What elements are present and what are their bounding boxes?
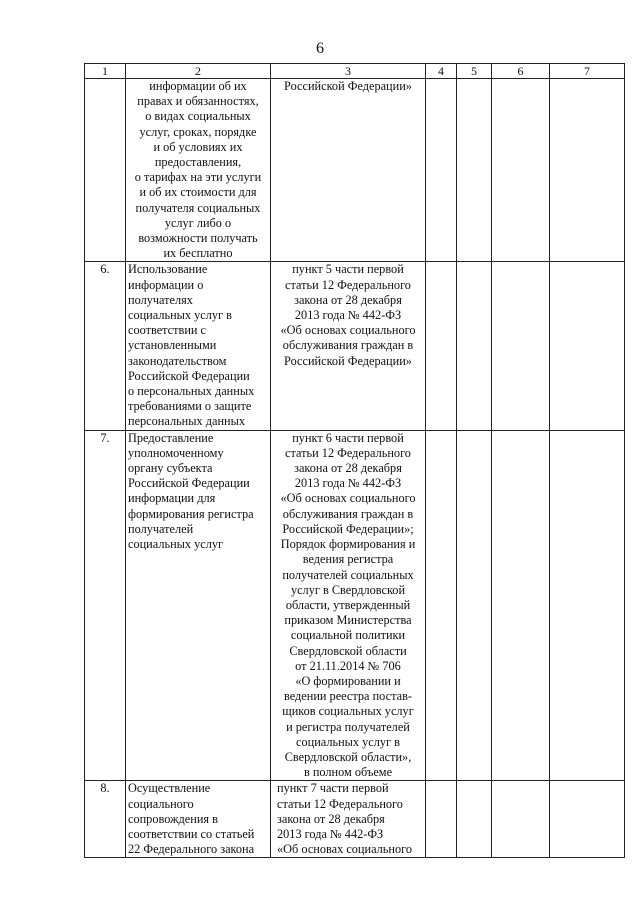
cell-text-line: установленными bbox=[128, 338, 217, 353]
cell-text-line: ведения регистра bbox=[302, 552, 394, 567]
table-row bbox=[85, 262, 625, 430]
cell-text-line: «Об основах социального bbox=[280, 323, 416, 338]
cell-text-line: и об их стоимости для bbox=[139, 185, 257, 200]
page-number: 6 bbox=[316, 40, 324, 57]
cell-text-line: информации о bbox=[128, 277, 204, 292]
cell-text-line: социальной политики bbox=[290, 628, 406, 643]
cell-text-line: социальных услуг в bbox=[128, 308, 232, 323]
cell-text-line: возможности получать bbox=[138, 231, 258, 246]
cell-text-line: персональных данных bbox=[128, 414, 246, 429]
empty-cell bbox=[550, 79, 625, 262]
cell-text-line: и регистра получателей bbox=[286, 719, 410, 734]
cell-text-line: статьи 12 Федерального bbox=[277, 796, 403, 811]
service-description bbox=[126, 262, 271, 430]
column-header-7: 7 bbox=[550, 64, 625, 79]
cell-text-line: ведении реестра постав- bbox=[284, 689, 412, 704]
cell-text-line: социальных услуг bbox=[128, 537, 224, 552]
cell-text-line: «Об основах социального bbox=[280, 491, 416, 506]
cell-text-line: органу субъекта bbox=[128, 461, 213, 476]
service-description bbox=[126, 79, 271, 262]
column-header-3: 3 bbox=[271, 64, 426, 79]
cell-text-line: получателей bbox=[128, 521, 194, 536]
legal-basis bbox=[271, 262, 426, 430]
cell-text-line: услуг либо о bbox=[164, 215, 232, 230]
legal-basis bbox=[271, 79, 426, 262]
cell-text-line: услуг в Свердловской bbox=[290, 582, 406, 597]
cell-text-line: Порядок формирования и bbox=[280, 537, 416, 552]
cell-text-line: Российской Федерации» bbox=[284, 79, 412, 93]
cell-text-line: Российской Федерации» bbox=[284, 353, 412, 368]
empty-cell bbox=[492, 262, 550, 430]
row-number: 8. bbox=[85, 781, 126, 858]
empty-cell bbox=[550, 262, 625, 430]
cell-text-line: предоставления, bbox=[154, 155, 242, 170]
cell-text-line: обслуживания граждан в bbox=[282, 338, 414, 353]
cell-text-line: обслуживания граждан в bbox=[282, 506, 414, 521]
cell-text-line: информации об их bbox=[149, 79, 247, 93]
table-row bbox=[85, 430, 625, 781]
row-number: 7. bbox=[85, 430, 126, 781]
service-description bbox=[126, 781, 271, 858]
cell-text-line: 2013 года № 442-ФЗ bbox=[294, 308, 402, 323]
cell-text-line: получателях bbox=[128, 292, 193, 307]
table-row bbox=[85, 79, 625, 262]
cell-text-line: соответствии со статьей bbox=[128, 826, 255, 841]
cell-text-line: 2013 года № 442-ФЗ bbox=[294, 476, 402, 491]
cell-text-line: закона от 28 декабря bbox=[277, 811, 385, 826]
empty-cell bbox=[426, 430, 457, 781]
cell-text-line: Предоставление bbox=[128, 430, 214, 445]
column-header-2: 2 bbox=[126, 64, 271, 79]
cell-text-line: требованиями о защите bbox=[128, 399, 252, 414]
empty-cell bbox=[492, 430, 550, 781]
cell-text-line: услуг, сроках, порядке bbox=[139, 124, 257, 139]
row-number bbox=[85, 79, 126, 262]
cell-text-line: информации для bbox=[128, 491, 216, 506]
cell-text-line: статьи 12 Федерального bbox=[285, 277, 411, 292]
cell-text-line: о видах социальных bbox=[145, 109, 251, 124]
empty-cell bbox=[457, 79, 492, 262]
legal-basis bbox=[271, 430, 426, 781]
service-description bbox=[126, 430, 271, 781]
empty-cell bbox=[457, 781, 492, 858]
cell-text-line: сопровождения в bbox=[128, 811, 218, 826]
cell-text-line: получателей социальных bbox=[282, 567, 414, 582]
cell-text-line: Свердловской области», bbox=[284, 749, 412, 764]
column-header-4: 4 bbox=[426, 64, 457, 79]
empty-cell bbox=[457, 262, 492, 430]
table-row bbox=[85, 781, 625, 858]
cell-text-line: статьи 12 Федерального bbox=[285, 445, 411, 460]
empty-cell bbox=[426, 262, 457, 430]
cell-text-line: и об условиях их bbox=[153, 139, 243, 154]
cell-text-line: пункт 6 части первой bbox=[292, 430, 404, 445]
cell-text-line: Российской Федерации bbox=[128, 476, 250, 491]
cell-text-line: их бесплатно bbox=[163, 246, 233, 261]
cell-text-line: соответствии с bbox=[128, 323, 207, 338]
cell-text-line: социального bbox=[128, 796, 194, 811]
cell-text-line: закона от 28 декабря bbox=[294, 292, 402, 307]
cell-text-line: Российской Федерации bbox=[128, 368, 250, 383]
empty-cell bbox=[457, 430, 492, 781]
cell-text-line: пункт 5 части первой bbox=[292, 262, 404, 277]
empty-cell bbox=[550, 430, 625, 781]
cell-text-line: получателя социальных bbox=[135, 200, 261, 215]
cell-text-line: формирования регистра bbox=[128, 506, 254, 521]
cell-text-line: 22 Федерального закона bbox=[128, 842, 255, 857]
empty-cell bbox=[426, 781, 457, 858]
cell-text-line: 2013 года № 442-ФЗ bbox=[277, 826, 384, 841]
cell-text-line: правах и обязанностях, bbox=[137, 94, 259, 109]
cell-text-line: пункт 7 части первой bbox=[277, 781, 389, 796]
table-header-row bbox=[85, 64, 625, 79]
cell-text-line: уполномоченному bbox=[128, 445, 224, 460]
cell-text-line: области, утвержденный bbox=[285, 597, 411, 612]
cell-text-line: социальных услуг в bbox=[296, 734, 400, 749]
cell-text-line: Осуществление bbox=[128, 781, 211, 796]
column-header-1: 1 bbox=[85, 64, 126, 79]
legal-basis bbox=[271, 781, 426, 858]
cell-text-line: приказом Министерства bbox=[284, 613, 412, 628]
cell-text-line: Свердловской области bbox=[289, 643, 407, 658]
cell-text-line: Использование bbox=[128, 262, 208, 277]
cell-text-line: «О формировании и bbox=[295, 673, 401, 688]
cell-text-line: «Об основах социального bbox=[277, 842, 413, 857]
row-number: 6. bbox=[85, 262, 126, 430]
cell-text-line: о тарифах на эти услуги bbox=[134, 170, 262, 185]
cell-text-line: о персональных данных bbox=[128, 384, 255, 399]
cell-text-line: закона от 28 декабря bbox=[294, 461, 402, 476]
cell-text-line: Российской Федерации»; bbox=[282, 521, 414, 536]
empty-cell bbox=[492, 781, 550, 858]
column-header-6: 6 bbox=[492, 64, 550, 79]
empty-cell bbox=[550, 781, 625, 858]
empty-cell bbox=[426, 79, 457, 262]
services-table bbox=[84, 63, 625, 858]
cell-text-line: в полном объеме bbox=[303, 765, 393, 780]
column-header-5: 5 bbox=[457, 64, 492, 79]
cell-text-line: от 21.11.2014 № 706 bbox=[295, 658, 401, 673]
empty-cell bbox=[492, 79, 550, 262]
cell-text-line: законодательством bbox=[128, 353, 227, 368]
cell-text-line: щиков социальных услуг bbox=[282, 704, 414, 719]
